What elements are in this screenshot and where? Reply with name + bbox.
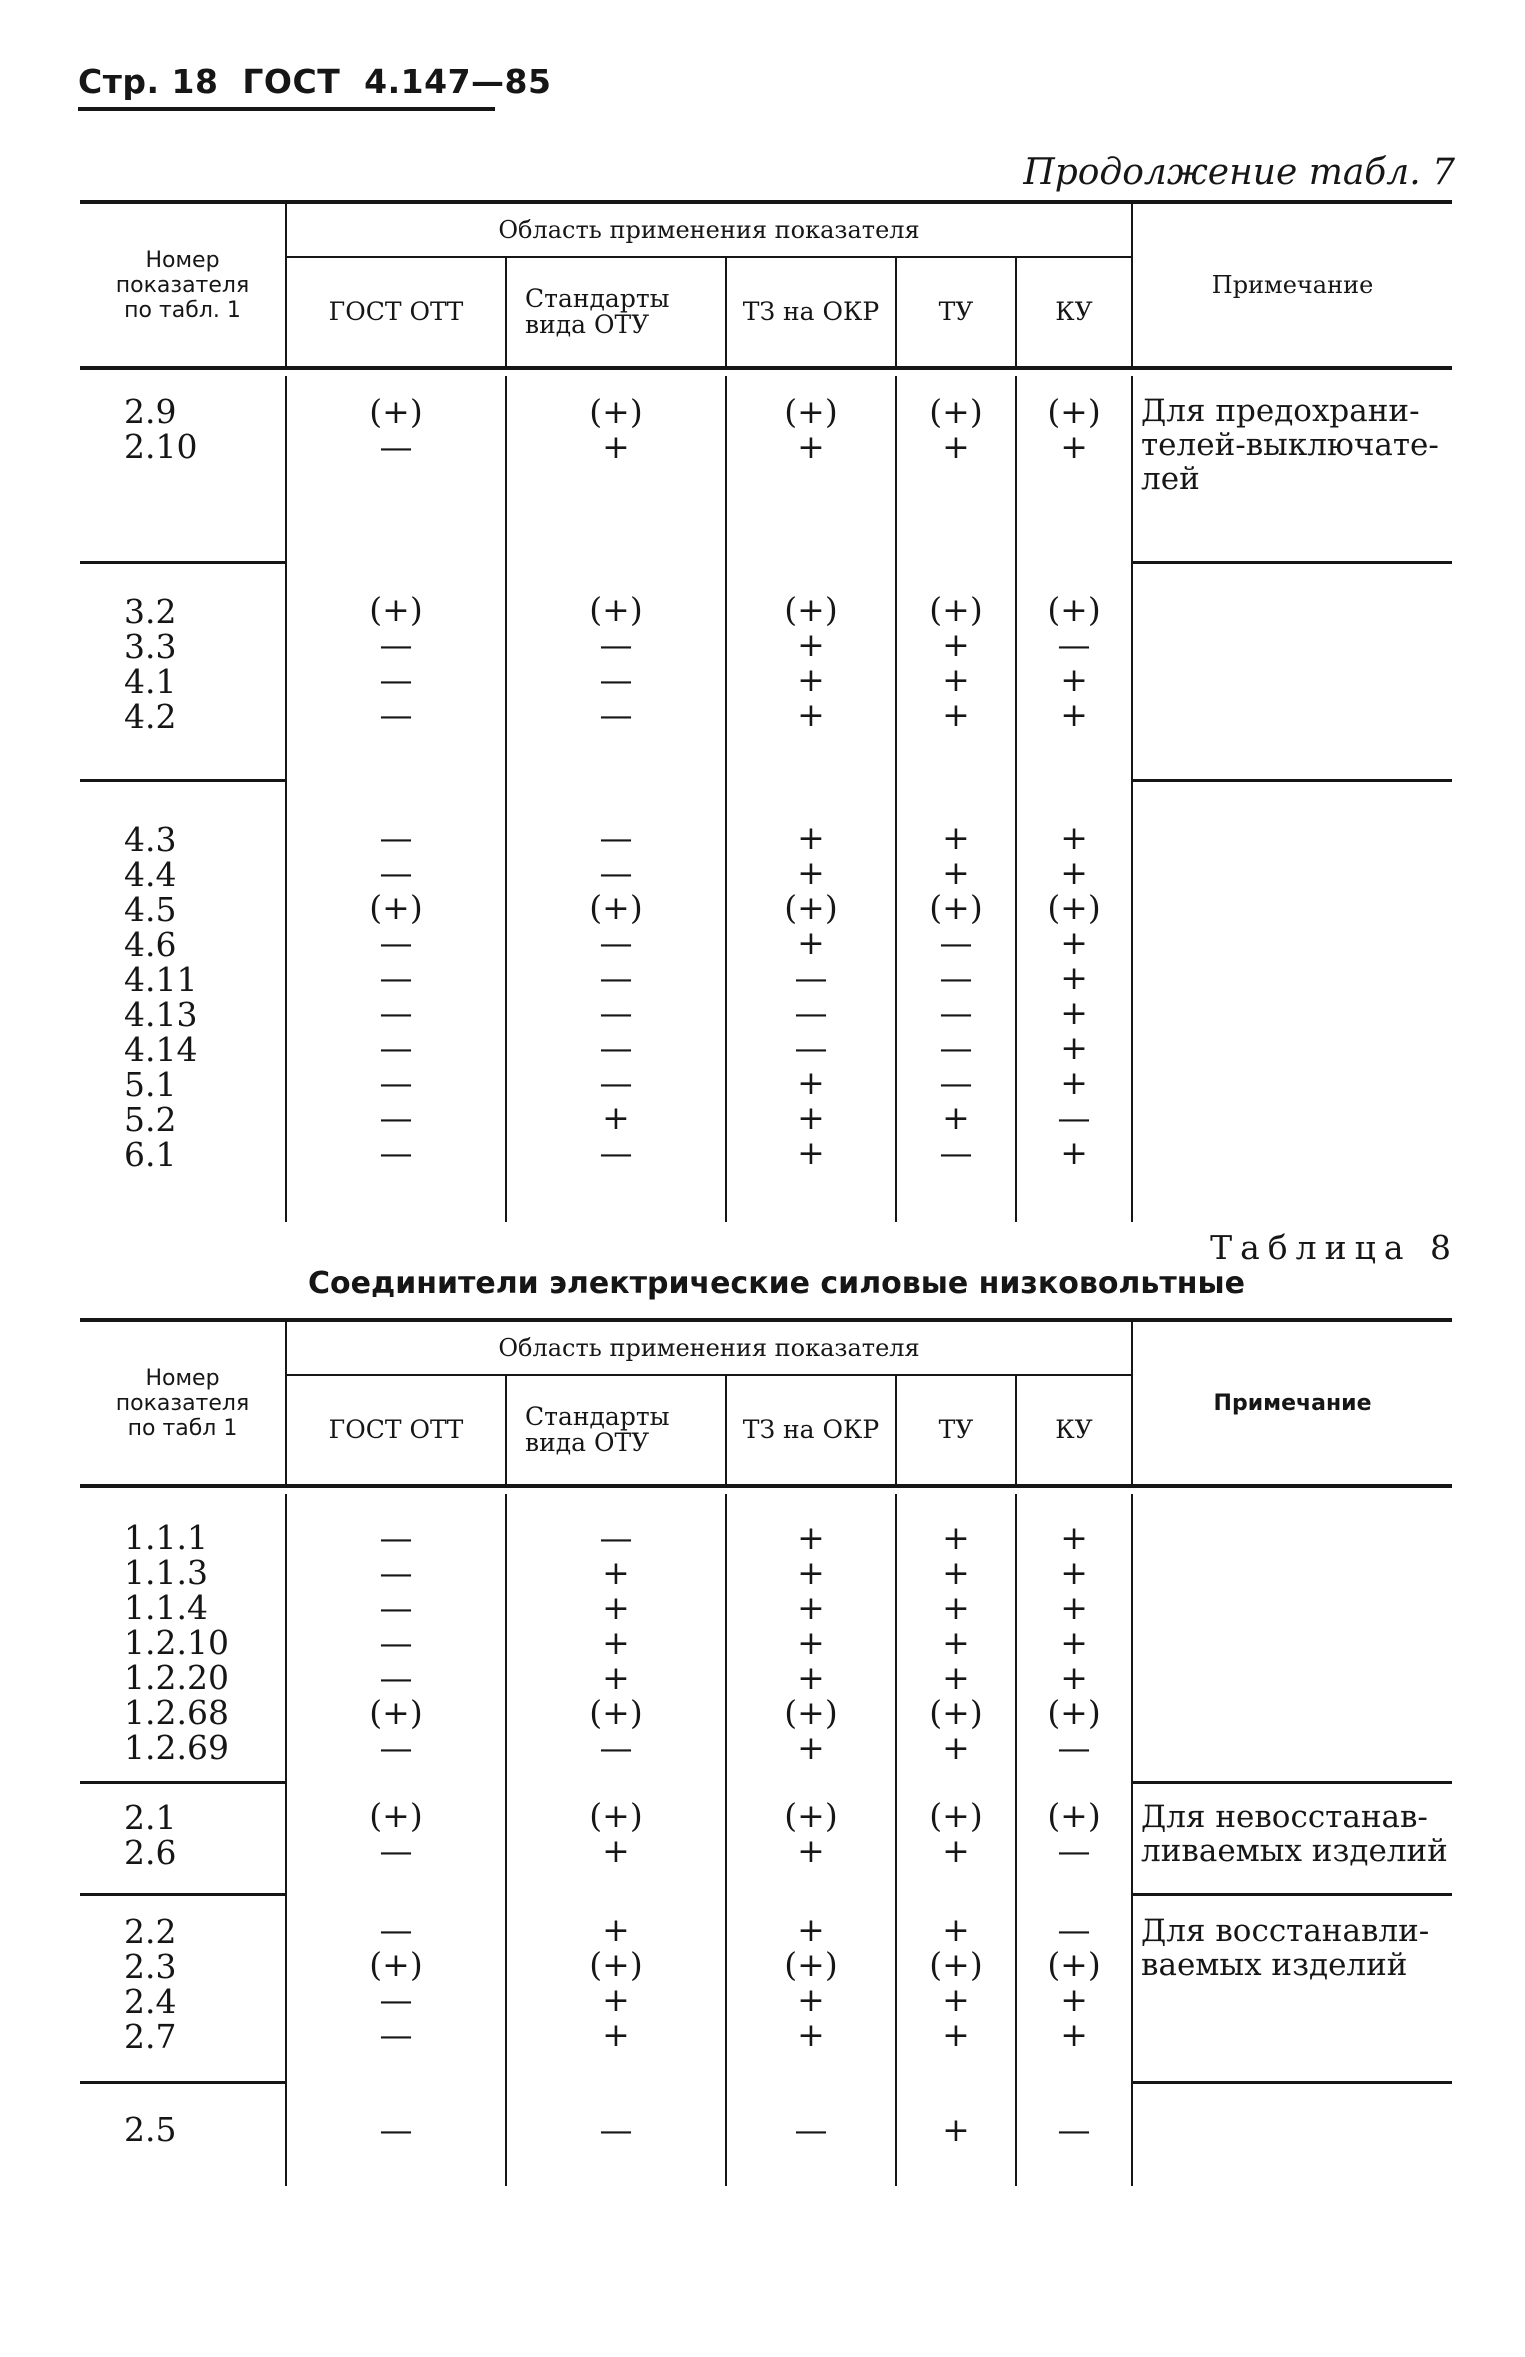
- cell-gost-ott: — (+) — —: [286, 1894, 506, 2082]
- table-7-group: [80, 780, 1452, 1222]
- column-header-tz-okr: ТЗ на ОКР: [726, 257, 896, 368]
- cell-std-otu: (+) +: [506, 376, 726, 562]
- cell-tz-okr: + + + + + (+) +: [726, 1494, 896, 1782]
- column-header-tu: ТУ: [896, 257, 1016, 368]
- cell-tz-okr: (+) +: [726, 1782, 896, 1894]
- table-8-label: Таблица 8: [1210, 1228, 1459, 1267]
- column-header-tu: ТУ: [896, 1375, 1016, 1486]
- cell-gost-ott: — — — — — (+) —: [286, 1494, 506, 1782]
- column-header-area: Область применения показателя: [286, 1320, 1132, 1375]
- table-8-group: [80, 1894, 1452, 2082]
- cell-gost-ott: —: [286, 2082, 506, 2186]
- cell-ku: (+) +: [1016, 376, 1132, 562]
- cell-ku: (+) — + +: [1016, 562, 1132, 780]
- table-8-header-row: [80, 1320, 1452, 1375]
- table-8-group: [80, 1782, 1452, 1894]
- cell-std-otu: —: [506, 2082, 726, 2186]
- indicator-numbers: 2.9 2.10: [80, 376, 286, 562]
- cell-note: [1132, 562, 1452, 780]
- table-7-group: [80, 376, 1452, 562]
- table-7-header-row: [80, 202, 1452, 257]
- cell-note: [1132, 780, 1452, 1222]
- cell-gost-ott: (+) — — —: [286, 562, 506, 780]
- page-header: Стр. 18 ГОСТ 4.147—85: [78, 62, 495, 111]
- cell-note: Для восстанавли- ваемых изделий: [1132, 1894, 1452, 2082]
- cell-tz-okr: + (+) + +: [726, 1894, 896, 2082]
- cell-note: Для невосстанав- ливаемых изделий: [1132, 1782, 1452, 1894]
- table-7-group: [80, 562, 1452, 780]
- cell-tu: + + (+) — — — — — + —: [896, 780, 1016, 1222]
- cell-tz-okr: (+) +: [726, 376, 896, 562]
- cell-tu: (+) + + +: [896, 562, 1016, 780]
- column-header-std-otu: Стандарты вида ОТУ: [506, 1375, 726, 1486]
- column-header-gost-ott: ГОСТ ОТТ: [286, 1375, 506, 1486]
- indicator-numbers: 2.1 2.6: [80, 1782, 286, 1894]
- cell-std-otu: + (+) + +: [506, 1894, 726, 2082]
- cell-note: [1132, 1494, 1452, 1782]
- cell-gost-ott: — — (+) — — — — — — —: [286, 780, 506, 1222]
- indicator-numbers: 4.3 4.4 4.5 4.6 4.11 4.13 4.14 5.1 5.2 6.1: [80, 780, 286, 1222]
- indicator-numbers: 3.2 3.3 4.1 4.2: [80, 562, 286, 780]
- column-header-tz-okr: ТЗ на ОКР: [726, 1375, 896, 1486]
- cell-tz-okr: —: [726, 2082, 896, 2186]
- column-header-number: Номер показателя по табл. 1: [80, 202, 286, 368]
- table-8-title: Соединители электрические силовые низковольтные: [308, 1266, 1245, 1301]
- column-header-note: Примечание: [1132, 1320, 1452, 1486]
- column-header-area: Область применения показателя: [286, 202, 1132, 257]
- cell-gost-ott: (+) —: [286, 1782, 506, 1894]
- cell-note: [1132, 2082, 1452, 2186]
- cell-tz-okr: (+) + + +: [726, 562, 896, 780]
- indicator-numbers: 2.5: [80, 2082, 286, 2186]
- cell-std-otu: — — (+) — — — — — + —: [506, 780, 726, 1222]
- cell-note: Для предохрани- телей-выключате- лей: [1132, 376, 1452, 562]
- column-header-gost-ott: ГОСТ ОТТ: [286, 257, 506, 368]
- column-header-number: Номер показателя по табл 1: [80, 1320, 286, 1486]
- cell-tu: (+) +: [896, 376, 1016, 562]
- cell-tu: + (+) + +: [896, 1894, 1016, 2082]
- cell-tz-okr: + + (+) + — — — + + +: [726, 780, 896, 1222]
- cell-ku: + + (+) + + + + + — +: [1016, 780, 1132, 1222]
- cell-std-otu: (+) — — —: [506, 562, 726, 780]
- table-8-group: [80, 2082, 1452, 2186]
- cell-ku: — (+) + +: [1016, 1894, 1132, 2082]
- column-header-note: Примечание: [1132, 202, 1452, 368]
- cell-tu: +: [896, 2082, 1016, 2186]
- cell-ku: (+) —: [1016, 1782, 1132, 1894]
- indicator-numbers: 2.2 2.3 2.4 2.7: [80, 1894, 286, 2082]
- indicator-numbers: 1.1.1 1.1.3 1.1.4 1.2.10 1.2.20 1.2.68 1.2.69: [80, 1494, 286, 1782]
- table-8-group: [80, 1494, 1452, 1782]
- cell-tu: (+) +: [896, 1782, 1016, 1894]
- table-continuation-label: Продолжение табл. 7: [1023, 152, 1455, 193]
- cell-std-otu: — + + + + (+) —: [506, 1494, 726, 1782]
- cell-ku: —: [1016, 2082, 1132, 2186]
- cell-tu: + + + + + (+) +: [896, 1494, 1016, 1782]
- cell-std-otu: (+) +: [506, 1782, 726, 1894]
- column-header-std-otu: Стандарты вида ОТУ: [506, 257, 726, 368]
- column-header-ku: КУ: [1016, 257, 1132, 368]
- column-header-ku: КУ: [1016, 1375, 1132, 1486]
- cell-gost-ott: (+) —: [286, 376, 506, 562]
- table-7: [80, 200, 1452, 1222]
- table-8: [80, 1318, 1452, 2186]
- cell-ku: + + + + + (+) —: [1016, 1494, 1132, 1782]
